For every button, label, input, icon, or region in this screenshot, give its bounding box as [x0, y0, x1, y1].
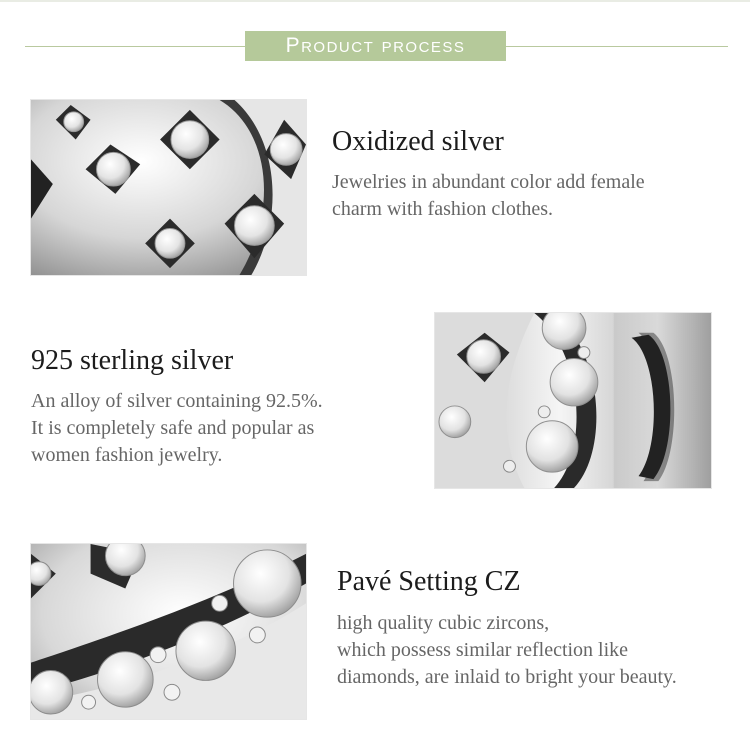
top-divider	[0, 0, 750, 2]
feature-title-sterling: 925 sterling silver	[31, 345, 234, 376]
header-rule-left	[25, 46, 247, 47]
desc-line: charm with fashion clothes.	[332, 198, 554, 220]
feature-desc-pave	[337, 610, 737, 691]
header-rule-right	[506, 46, 728, 47]
section-banner	[245, 31, 506, 61]
pave-setting-photo	[30, 543, 307, 720]
desc-line: It is completely safe and popular as	[31, 417, 315, 439]
feature-title-oxidized: Oxidized silver	[332, 126, 504, 157]
feature-title-pave: Pavé Setting CZ	[337, 566, 521, 597]
oxidized-silver-photo	[30, 99, 307, 276]
feature-desc-oxidized	[332, 169, 732, 223]
desc-line: women fashion jewelry.	[31, 444, 223, 466]
desc-line: high quality cubic zircons,	[337, 612, 550, 634]
section-title: Product process	[285, 34, 466, 57]
desc-line: which possess similar reflection like	[337, 639, 629, 661]
sterling-silver-photo	[434, 312, 712, 489]
desc-line: An alloy of silver containing 92.5%.	[31, 390, 323, 412]
desc-line: diamonds, are inlaid to bright your beauty.	[337, 666, 677, 688]
feature-desc-sterling	[31, 388, 421, 469]
desc-line: Jewelries in abundant color add female	[332, 171, 645, 193]
